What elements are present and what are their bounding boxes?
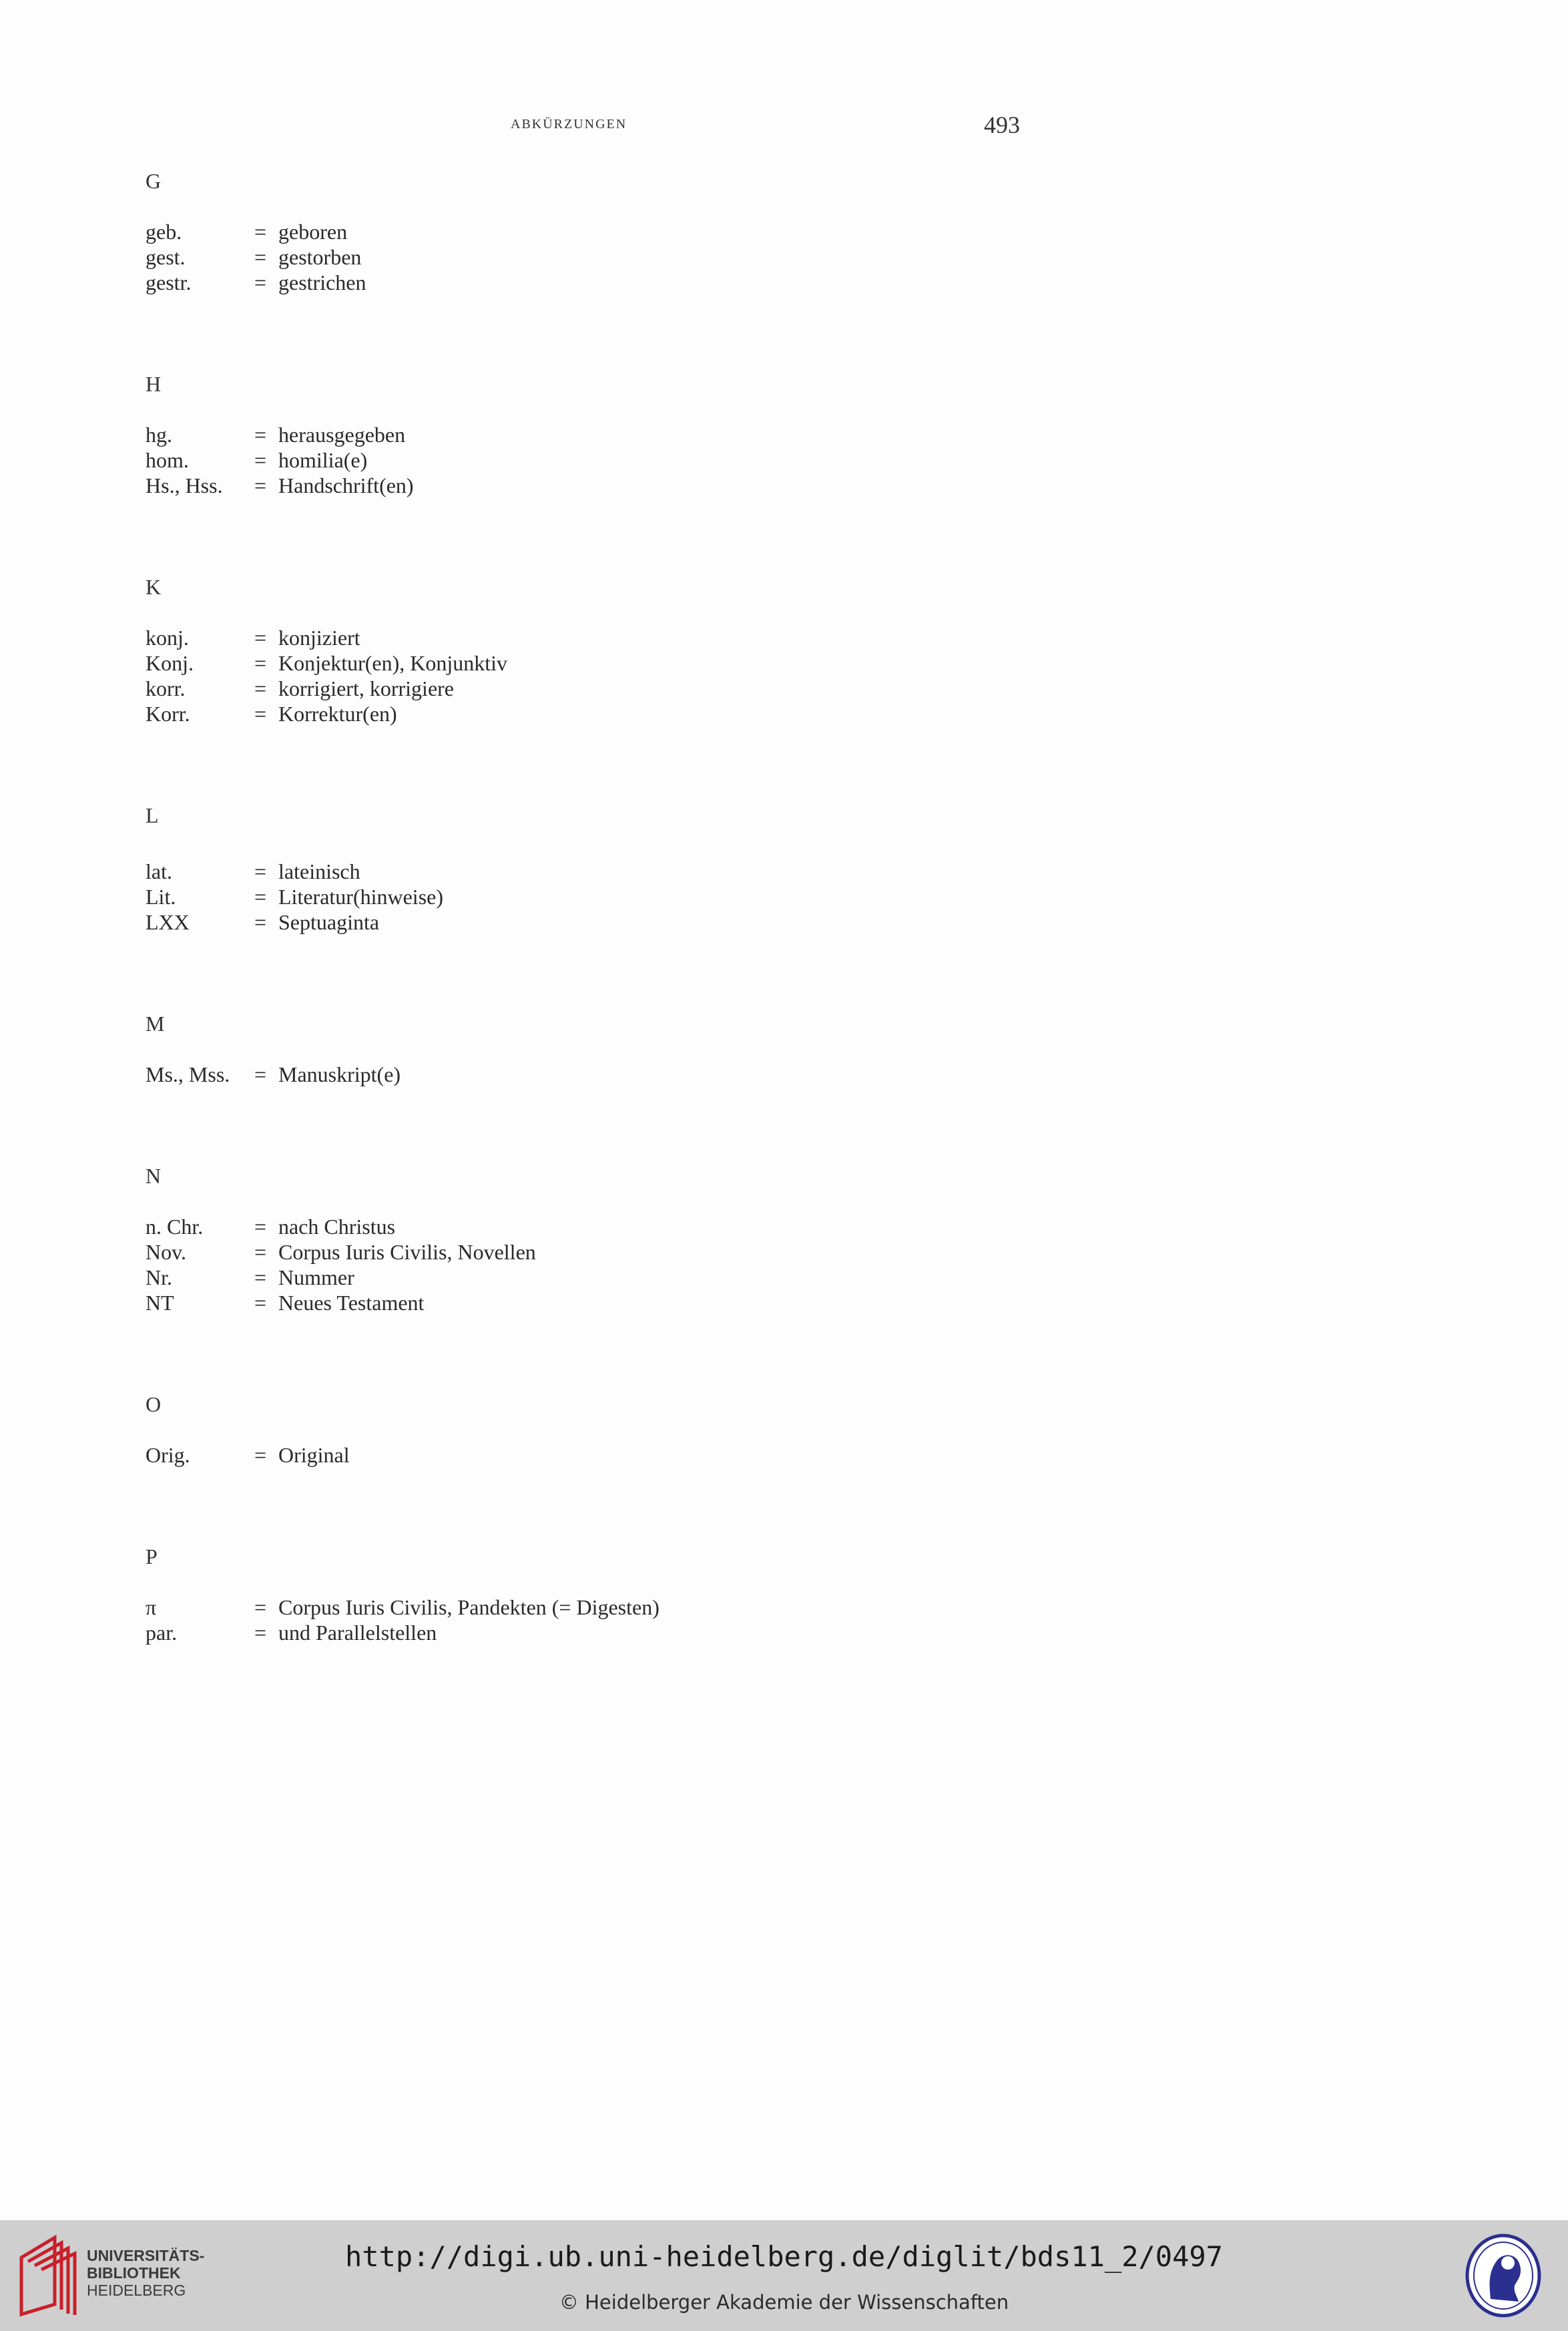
permalink-url[interactable]: http://digi.ub.uni-heidelberg.de/diglit/bds11_2/0497 — [345, 2240, 1223, 2273]
expansion: Manuskript(e) — [278, 1062, 401, 1086]
footer-bar — [0, 2220, 1568, 2331]
library-name-line: UNIVERSITÄTS- — [87, 2247, 205, 2264]
section-p — [146, 1544, 1080, 1645]
equals-sign: = — [254, 270, 267, 294]
equals-sign: = — [254, 1265, 267, 1289]
expansion: Original — [278, 1443, 350, 1467]
equals-sign: = — [254, 473, 267, 497]
expansion: Nummer — [278, 1265, 354, 1289]
section-spacer — [146, 1468, 1080, 1544]
abbreviation-entry — [146, 859, 1080, 884]
equals-sign: = — [254, 1291, 267, 1315]
equals-sign: = — [254, 676, 267, 700]
section-m — [146, 1011, 1080, 1087]
section-spacer — [146, 498, 1080, 574]
section-n — [146, 1163, 1080, 1315]
abbreviation-entry — [146, 701, 1080, 726]
abbreviation-entry — [146, 884, 1080, 909]
expansion: Corpus Iuris Civilis, Pandekten (= Digesten) — [278, 1595, 660, 1619]
library-name-line: BIBLIOTHEK — [87, 2264, 181, 2282]
abbreviation: konj. — [146, 626, 189, 650]
section-letter: K — [146, 575, 162, 599]
equals-sign: = — [254, 1215, 267, 1239]
expansion: und Parallelstellen — [278, 1621, 437, 1645]
abbreviation: Orig. — [146, 1443, 190, 1467]
abbreviation-entry — [146, 1620, 1080, 1645]
abbreviation: gest. — [146, 245, 186, 269]
equals-sign: = — [254, 245, 267, 269]
equals-sign: = — [254, 885, 267, 909]
section-letter: G — [146, 169, 162, 193]
expansion: Neues Testament — [278, 1291, 425, 1315]
section-spacer — [146, 1087, 1080, 1163]
abbreviation: Nr. — [146, 1265, 172, 1289]
section-letter: P — [146, 1544, 158, 1568]
abbreviation-entry — [146, 650, 1080, 676]
equals-sign: = — [254, 1062, 267, 1086]
abbreviation: π — [146, 1595, 157, 1619]
section-spacer — [146, 1315, 1080, 1392]
section-letter: O — [146, 1392, 162, 1416]
section-spacer — [146, 295, 1080, 371]
abbreviation: hom. — [146, 448, 189, 472]
equals-sign: = — [254, 626, 267, 650]
section-spacer — [146, 726, 1080, 803]
abbreviation: korr. — [146, 676, 186, 700]
expansion: korrigiert, korrigiere — [278, 676, 454, 700]
abbreviation-entry — [146, 1290, 1080, 1315]
equals-sign: = — [254, 1595, 267, 1619]
section-spacer — [146, 935, 1080, 1011]
abbreviation: gestr. — [146, 270, 192, 294]
page-number: 493 — [984, 112, 1020, 138]
equals-sign: = — [254, 220, 267, 244]
abbreviation-entry — [146, 422, 1080, 447]
equals-sign: = — [254, 1240, 267, 1264]
expansion: gestorben — [278, 245, 362, 269]
abbreviation: Korr. — [146, 702, 190, 726]
equals-sign: = — [254, 448, 267, 472]
abbreviation: hg. — [146, 423, 172, 447]
expansion: konjiziert — [278, 626, 360, 650]
expansion: Literatur(hinweise) — [278, 885, 443, 909]
abbreviation-entry — [146, 1595, 1080, 1620]
abbreviation: LXX — [146, 910, 190, 934]
expansion: geboren — [278, 220, 348, 244]
abbreviation-list — [146, 168, 1080, 1645]
abbreviation: Hs., Hss. — [146, 473, 223, 497]
expansion: Konjektur(en), Konjunktiv — [278, 651, 508, 675]
equals-sign: = — [254, 423, 267, 447]
copyright-notice: © Heidelberger Akademie der Wissenschaften — [559, 2291, 1009, 2314]
section-letter: M — [146, 1012, 165, 1036]
running-title: abkürzungen — [511, 112, 627, 133]
equals-sign: = — [254, 651, 267, 675]
abbreviation-entry — [146, 1239, 1080, 1265]
abbreviation-entry — [146, 1265, 1080, 1290]
abbreviation: lat. — [146, 859, 172, 883]
abbreviation: Nov. — [146, 1240, 187, 1264]
expansion: lateinisch — [278, 859, 360, 883]
abbreviation: NT — [146, 1291, 174, 1315]
expansion: Corpus Iuris Civilis, Novellen — [278, 1240, 536, 1264]
abbreviation-entry — [146, 244, 1080, 270]
abbreviation-entry — [146, 1214, 1080, 1239]
abbreviation: geb. — [146, 220, 182, 244]
equals-sign: = — [254, 1621, 267, 1645]
abbreviation: Ms., Mss. — [146, 1062, 230, 1086]
abbreviation: Konj. — [146, 651, 194, 675]
abbreviation: par. — [146, 1621, 178, 1645]
university-seal-icon — [1464, 2232, 1543, 2319]
expansion: herausgegeben — [278, 423, 406, 447]
abbreviation-entry — [146, 1062, 1080, 1087]
section-letter: N — [146, 1164, 162, 1188]
expansion: Korrektur(en) — [278, 702, 397, 726]
section-letter: H — [146, 372, 162, 396]
equals-sign: = — [254, 702, 267, 726]
equals-sign: = — [254, 859, 267, 883]
equals-sign: = — [254, 910, 267, 934]
expansion: Septuaginta — [278, 910, 380, 934]
abbreviation-entry — [146, 1442, 1080, 1468]
abbreviation-entry — [146, 625, 1080, 650]
abbreviation: n. Chr. — [146, 1215, 204, 1239]
section-letter: L — [146, 803, 159, 827]
expansion: Handschrift(en) — [278, 473, 414, 497]
abbreviation-entry — [146, 473, 1080, 498]
abbreviation-entry — [146, 447, 1080, 473]
abbreviation: Lit. — [146, 885, 176, 909]
section-h — [146, 371, 1080, 498]
section-l — [146, 803, 1080, 935]
expansion: nach Christus — [278, 1215, 396, 1239]
expansion: homilia(e) — [278, 448, 368, 472]
expansion: gestrichen — [278, 270, 366, 294]
abbreviation-entry — [146, 270, 1080, 295]
section-g — [146, 168, 1080, 295]
abbreviation-entry — [146, 676, 1080, 701]
abbreviation-entry — [146, 219, 1080, 244]
library-name-line: HEIDELBERG — [87, 2282, 186, 2299]
section-o — [146, 1392, 1080, 1468]
section-k — [146, 574, 1080, 726]
equals-sign: = — [254, 1443, 267, 1467]
abbreviation-entry — [146, 909, 1080, 935]
